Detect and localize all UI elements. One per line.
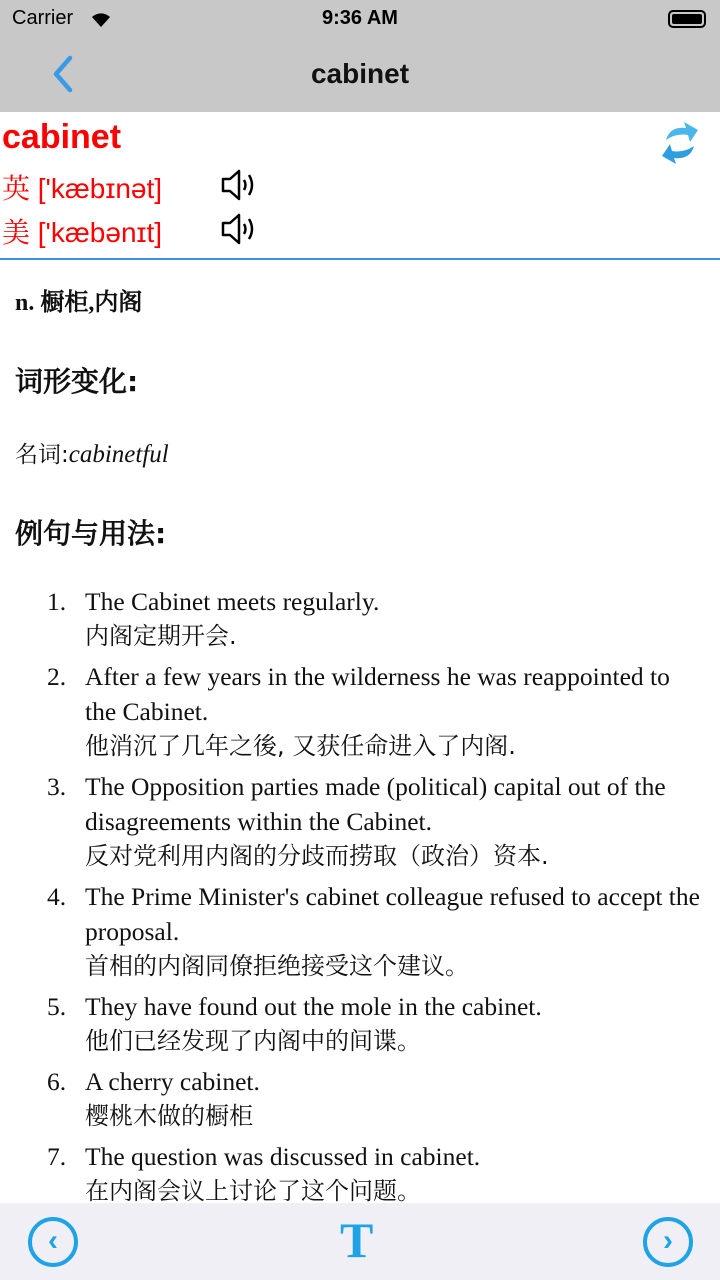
definition: n. 橱柜,内阁 [15,290,143,316]
uk-speaker-icon[interactable] [220,168,258,202]
example-number: 2. [47,662,67,691]
example-number: 5. [47,992,67,1021]
word-forms [15,436,169,469]
next-button[interactable]: › [643,1217,693,1267]
example-english: The Prime Minister's cabinet colleague refused to accept the proposal. [85,882,700,946]
status-bar [0,0,720,40]
example-item [0,584,720,654]
example-chinese: 他消沉了几年之後, 又获任命进入了内阁. [85,732,516,760]
example-english: They have found out the mole in the cabinet. [85,992,542,1021]
us-speaker-icon[interactable] [220,212,258,246]
example-chinese: 首相的内阁同僚拒绝接受这个建议。 [85,952,469,980]
examples-list [0,584,720,1203]
example-number: 3. [47,772,67,801]
font-size-button[interactable]: T [340,1212,374,1268]
bottom-toolbar [0,1203,720,1280]
us-pronunciation: 美 ['kæbənɪt] [2,217,163,248]
headword: cabinet [2,118,122,156]
battery-icon [668,10,706,28]
example-chinese: 在内阁会议上讨论了这个问题。 [85,1177,421,1203]
example-english: After a few years in the wilderness he was reappointed to the Cabinet. [85,662,670,726]
word-header [0,112,720,260]
forms-heading: 词形变化: [15,365,139,398]
forms-value: cabinetful [68,441,169,468]
example-english: The question was discussed in cabinet. [85,1142,481,1171]
example-item [0,769,720,874]
refresh-icon[interactable] [660,120,700,166]
example-chinese: 反对党利用内阁的分歧而捞取（政治）资本. [85,842,549,870]
examples-heading: 例句与用法: [15,517,167,550]
navigation-bar [0,40,720,112]
example-number: 1. [47,587,67,616]
example-chinese: 内阁定期开会. [85,622,237,650]
example-number: 4. [47,882,67,911]
definition-content[interactable] [0,262,720,1203]
example-chinese: 樱桃木做的橱柜 [85,1102,253,1130]
example-number: 6. [47,1067,67,1096]
page-title: cabinet [310,58,410,89]
clock: 9:36 AM [322,7,398,29]
forms-label: 名词: [15,442,69,468]
example-item [0,989,720,1059]
example-number: 7. [47,1142,67,1171]
example-english: The Opposition parties made (political) capital out of the disagreements within the Cabinet. [85,772,666,836]
example-item [0,1139,720,1203]
example-chinese: 他们已经发现了内阁中的间谍。 [85,1027,421,1055]
previous-button[interactable]: ‹ [28,1217,78,1267]
example-english: The Cabinet meets regularly. [85,587,380,616]
example-english: A cherry cabinet. [85,1067,260,1096]
example-item [0,659,720,764]
uk-pronunciation: 英 ['kæbɪnət] [2,173,163,204]
example-item [0,879,720,984]
example-item [0,1064,720,1134]
carrier-label: Carrier [12,7,74,29]
